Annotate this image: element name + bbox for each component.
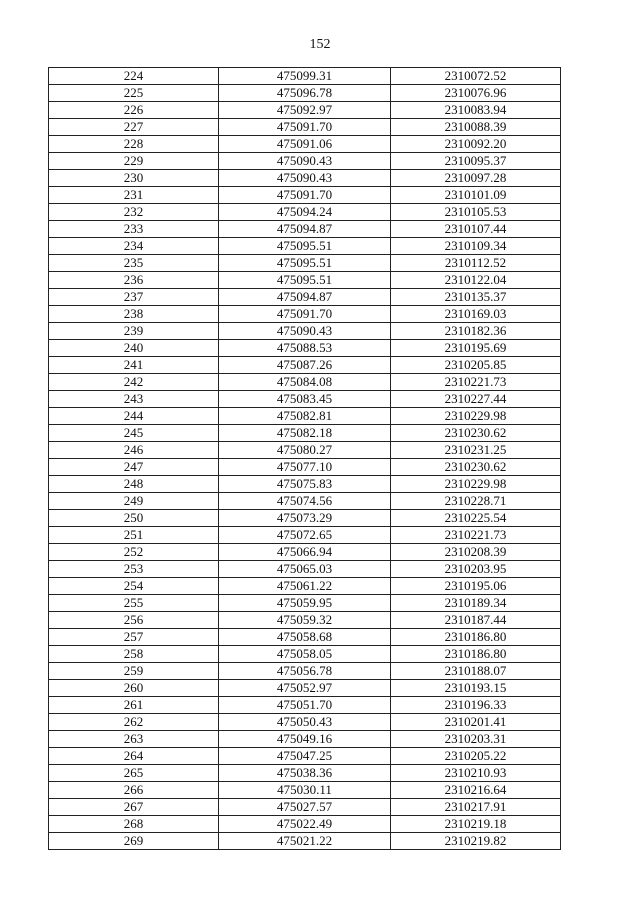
x-coordinate-cell: 475051.70 (219, 697, 391, 714)
point-number-cell: 267 (49, 799, 219, 816)
y-coordinate-cell: 2310219.82 (391, 833, 561, 850)
x-coordinate-cell: 475022.49 (219, 816, 391, 833)
x-coordinate-cell: 475090.43 (219, 170, 391, 187)
point-number-cell: 240 (49, 340, 219, 357)
point-number-cell: 224 (49, 68, 219, 85)
y-coordinate-cell: 2310109.34 (391, 238, 561, 255)
table-row (49, 799, 561, 816)
x-coordinate-cell: 475075.83 (219, 476, 391, 493)
point-number-cell: 250 (49, 510, 219, 527)
x-coordinate-cell: 475061.22 (219, 578, 391, 595)
y-coordinate-cell: 2310072.52 (391, 68, 561, 85)
point-number-cell: 235 (49, 255, 219, 272)
y-coordinate-cell: 2310203.31 (391, 731, 561, 748)
point-number-cell: 231 (49, 187, 219, 204)
point-number-cell: 266 (49, 782, 219, 799)
table-row (49, 85, 561, 102)
y-coordinate-cell: 2310122.04 (391, 272, 561, 289)
x-coordinate-cell: 475066.94 (219, 544, 391, 561)
point-number-cell: 254 (49, 578, 219, 595)
point-number-cell: 260 (49, 680, 219, 697)
x-coordinate-cell: 475065.03 (219, 561, 391, 578)
y-coordinate-cell: 2310169.03 (391, 306, 561, 323)
y-coordinate-cell: 2310205.22 (391, 748, 561, 765)
x-coordinate-cell: 475030.11 (219, 782, 391, 799)
point-number-cell: 269 (49, 833, 219, 850)
x-coordinate-cell: 475091.70 (219, 187, 391, 204)
x-coordinate-cell: 475027.57 (219, 799, 391, 816)
table-row (49, 357, 561, 374)
x-coordinate-cell: 475094.24 (219, 204, 391, 221)
y-coordinate-cell: 2310229.98 (391, 408, 561, 425)
table-row (49, 391, 561, 408)
x-coordinate-cell: 475047.25 (219, 748, 391, 765)
y-coordinate-cell: 2310088.39 (391, 119, 561, 136)
x-coordinate-cell: 475082.81 (219, 408, 391, 425)
table-row (49, 221, 561, 238)
x-coordinate-cell: 475050.43 (219, 714, 391, 731)
coordinates-table-body (49, 68, 561, 850)
x-coordinate-cell: 475021.22 (219, 833, 391, 850)
point-number-cell: 252 (49, 544, 219, 561)
point-number-cell: 262 (49, 714, 219, 731)
table-row (49, 68, 561, 85)
x-coordinate-cell: 475074.56 (219, 493, 391, 510)
point-number-cell: 259 (49, 663, 219, 680)
point-number-cell: 264 (49, 748, 219, 765)
y-coordinate-cell: 2310193.15 (391, 680, 561, 697)
table-row (49, 238, 561, 255)
coordinates-table (48, 67, 561, 850)
x-coordinate-cell: 475077.10 (219, 459, 391, 476)
x-coordinate-cell: 475072.65 (219, 527, 391, 544)
y-coordinate-cell: 2310105.53 (391, 204, 561, 221)
x-coordinate-cell: 475091.70 (219, 306, 391, 323)
table-row (49, 731, 561, 748)
point-number-cell: 237 (49, 289, 219, 306)
point-number-cell: 229 (49, 153, 219, 170)
x-coordinate-cell: 475080.27 (219, 442, 391, 459)
y-coordinate-cell: 2310107.44 (391, 221, 561, 238)
x-coordinate-cell: 475087.26 (219, 357, 391, 374)
table-row (49, 476, 561, 493)
table-row (49, 340, 561, 357)
y-coordinate-cell: 2310101.09 (391, 187, 561, 204)
table-row (49, 510, 561, 527)
point-number-cell: 251 (49, 527, 219, 544)
point-number-cell: 242 (49, 374, 219, 391)
y-coordinate-cell: 2310230.62 (391, 425, 561, 442)
y-coordinate-cell: 2310230.62 (391, 459, 561, 476)
table-row (49, 833, 561, 850)
y-coordinate-cell: 2310135.37 (391, 289, 561, 306)
point-number-cell: 225 (49, 85, 219, 102)
y-coordinate-cell: 2310195.69 (391, 340, 561, 357)
table-row (49, 272, 561, 289)
y-coordinate-cell: 2310195.06 (391, 578, 561, 595)
x-coordinate-cell: 475095.51 (219, 238, 391, 255)
y-coordinate-cell: 2310221.73 (391, 374, 561, 391)
y-coordinate-cell: 2310076.96 (391, 85, 561, 102)
point-number-cell: 255 (49, 595, 219, 612)
table-row (49, 714, 561, 731)
y-coordinate-cell: 2310219.18 (391, 816, 561, 833)
table-row (49, 561, 561, 578)
point-number-cell: 265 (49, 765, 219, 782)
table-row (49, 102, 561, 119)
x-coordinate-cell: 475090.43 (219, 323, 391, 340)
table-row (49, 136, 561, 153)
table-row (49, 374, 561, 391)
point-number-cell: 249 (49, 493, 219, 510)
table-row (49, 782, 561, 799)
table-row (49, 646, 561, 663)
point-number-cell: 263 (49, 731, 219, 748)
point-number-cell: 234 (49, 238, 219, 255)
point-number-cell: 246 (49, 442, 219, 459)
x-coordinate-cell: 475049.16 (219, 731, 391, 748)
point-number-cell: 241 (49, 357, 219, 374)
point-number-cell: 248 (49, 476, 219, 493)
table-row (49, 629, 561, 646)
y-coordinate-cell: 2310229.98 (391, 476, 561, 493)
point-number-cell: 247 (49, 459, 219, 476)
x-coordinate-cell: 475088.53 (219, 340, 391, 357)
y-coordinate-cell: 2310092.20 (391, 136, 561, 153)
x-coordinate-cell: 475091.06 (219, 136, 391, 153)
x-coordinate-cell: 475094.87 (219, 289, 391, 306)
table-row (49, 680, 561, 697)
x-coordinate-cell: 475091.70 (219, 119, 391, 136)
point-number-cell: 244 (49, 408, 219, 425)
table-row (49, 663, 561, 680)
table-row (49, 697, 561, 714)
y-coordinate-cell: 2310228.71 (391, 493, 561, 510)
table-row (49, 595, 561, 612)
table-row (49, 765, 561, 782)
point-number-cell: 243 (49, 391, 219, 408)
table-row (49, 578, 561, 595)
x-coordinate-cell: 475059.32 (219, 612, 391, 629)
y-coordinate-cell: 2310083.94 (391, 102, 561, 119)
y-coordinate-cell: 2310196.33 (391, 697, 561, 714)
point-number-cell: 268 (49, 816, 219, 833)
x-coordinate-cell: 475090.43 (219, 153, 391, 170)
point-number-cell: 238 (49, 306, 219, 323)
y-coordinate-cell: 2310217.91 (391, 799, 561, 816)
x-coordinate-cell: 475084.08 (219, 374, 391, 391)
y-coordinate-cell: 2310227.44 (391, 391, 561, 408)
table-row (49, 527, 561, 544)
table-row (49, 408, 561, 425)
x-coordinate-cell: 475082.18 (219, 425, 391, 442)
x-coordinate-cell: 475095.51 (219, 272, 391, 289)
table-row (49, 289, 561, 306)
point-number-cell: 257 (49, 629, 219, 646)
y-coordinate-cell: 2310188.07 (391, 663, 561, 680)
point-number-cell: 226 (49, 102, 219, 119)
y-coordinate-cell: 2310186.80 (391, 646, 561, 663)
table-row (49, 323, 561, 340)
point-number-cell: 230 (49, 170, 219, 187)
table-row (49, 493, 561, 510)
y-coordinate-cell: 2310182.36 (391, 323, 561, 340)
y-coordinate-cell: 2310221.73 (391, 527, 561, 544)
y-coordinate-cell: 2310203.95 (391, 561, 561, 578)
x-coordinate-cell: 475056.78 (219, 663, 391, 680)
y-coordinate-cell: 2310216.64 (391, 782, 561, 799)
table-row (49, 612, 561, 629)
point-number-cell: 258 (49, 646, 219, 663)
y-coordinate-cell: 2310112.52 (391, 255, 561, 272)
table-row (49, 442, 561, 459)
point-number-cell: 227 (49, 119, 219, 136)
page-number: 152 (309, 37, 331, 52)
table-row (49, 306, 561, 323)
x-coordinate-cell: 475096.78 (219, 85, 391, 102)
table-row (49, 119, 561, 136)
point-number-cell: 256 (49, 612, 219, 629)
table-row (49, 255, 561, 272)
point-number-cell: 239 (49, 323, 219, 340)
y-coordinate-cell: 2310095.37 (391, 153, 561, 170)
y-coordinate-cell: 2310186.80 (391, 629, 561, 646)
table-row (49, 816, 561, 833)
x-coordinate-cell: 475058.05 (219, 646, 391, 663)
y-coordinate-cell: 2310097.28 (391, 170, 561, 187)
table-row (49, 459, 561, 476)
y-coordinate-cell: 2310231.25 (391, 442, 561, 459)
table-row (49, 425, 561, 442)
x-coordinate-cell: 475094.87 (219, 221, 391, 238)
y-coordinate-cell: 2310225.54 (391, 510, 561, 527)
table-row (49, 170, 561, 187)
x-coordinate-cell: 475095.51 (219, 255, 391, 272)
x-coordinate-cell: 475059.95 (219, 595, 391, 612)
table-row (49, 187, 561, 204)
x-coordinate-cell: 475058.68 (219, 629, 391, 646)
y-coordinate-cell: 2310187.44 (391, 612, 561, 629)
point-number-cell: 253 (49, 561, 219, 578)
table-row (49, 204, 561, 221)
x-coordinate-cell: 475083.45 (219, 391, 391, 408)
point-number-cell: 236 (49, 272, 219, 289)
x-coordinate-cell: 475099.31 (219, 68, 391, 85)
y-coordinate-cell: 2310208.39 (391, 544, 561, 561)
x-coordinate-cell: 475073.29 (219, 510, 391, 527)
y-coordinate-cell: 2310210.93 (391, 765, 561, 782)
table-row (49, 544, 561, 561)
table-row (49, 153, 561, 170)
point-number-cell: 261 (49, 697, 219, 714)
point-number-cell: 232 (49, 204, 219, 221)
y-coordinate-cell: 2310205.85 (391, 357, 561, 374)
x-coordinate-cell: 475038.36 (219, 765, 391, 782)
y-coordinate-cell: 2310201.41 (391, 714, 561, 731)
y-coordinate-cell: 2310189.34 (391, 595, 561, 612)
point-number-cell: 245 (49, 425, 219, 442)
table-row (49, 748, 561, 765)
x-coordinate-cell: 475052.97 (219, 680, 391, 697)
x-coordinate-cell: 475092.97 (219, 102, 391, 119)
point-number-cell: 233 (49, 221, 219, 238)
point-number-cell: 228 (49, 136, 219, 153)
